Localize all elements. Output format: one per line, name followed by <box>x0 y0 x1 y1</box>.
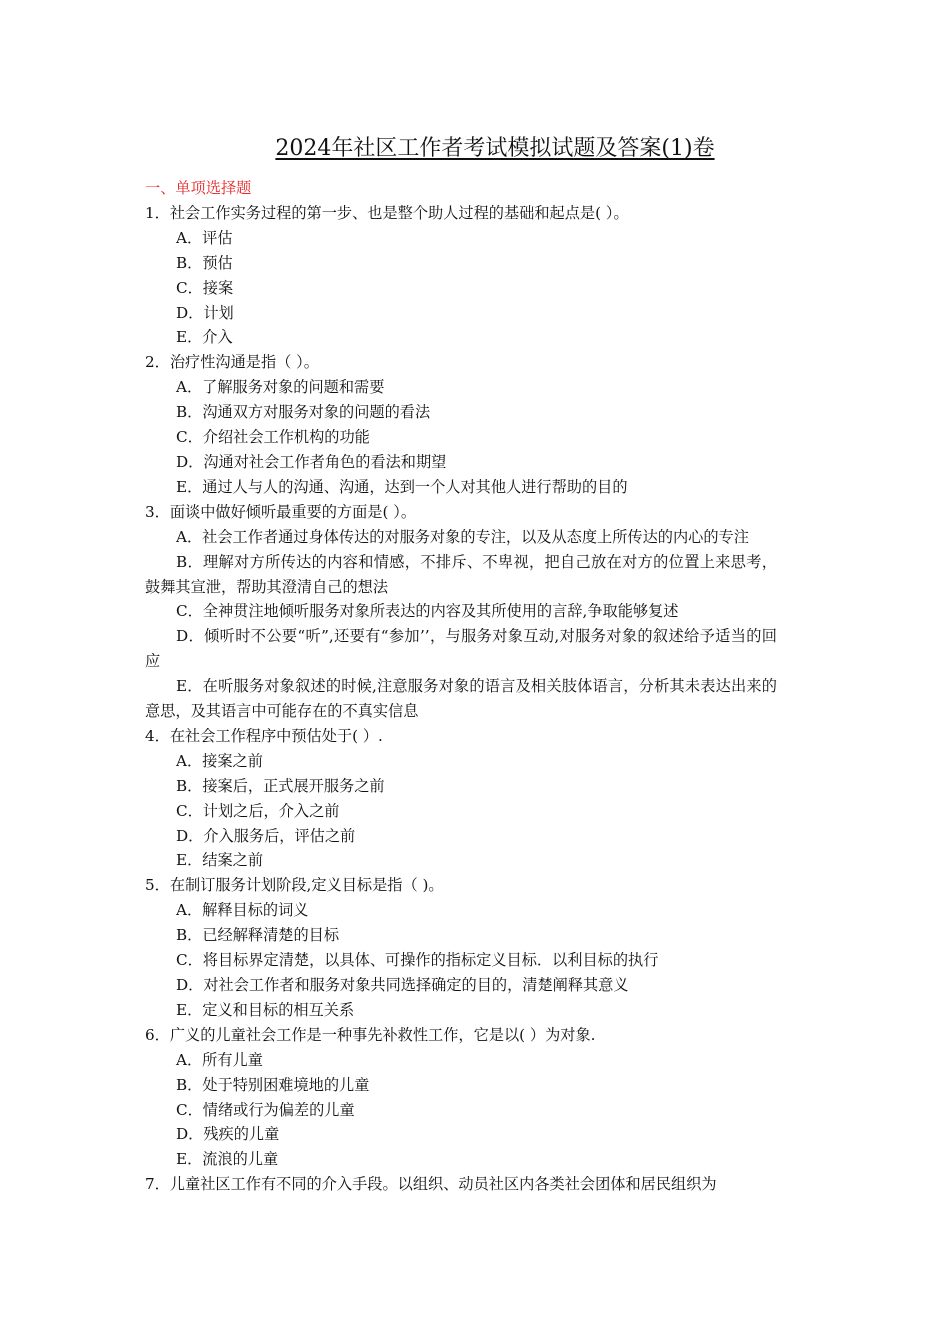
question-3-option-c: C．全神贯注地倾听服务对象所表达的内容及其所使用的言辞,争取能够复述 <box>176 602 679 621</box>
question-5-option-b: B．已经解释清楚的目标 <box>176 926 340 945</box>
question-5-option-a: A．解释目标的词义 <box>176 901 309 920</box>
question-6-option-a: A．所有儿童 <box>176 1050 263 1069</box>
question-1-option-c: C．接案 <box>176 278 234 297</box>
question-5-option-d: D．对社会工作者和服务对象共同选择确定的目的，清楚阐释其意义 <box>176 976 629 994</box>
question-6-option-b: B．处于特别困难境地的儿童 <box>176 1075 370 1094</box>
question-5-stem: 5．在制订服务计划阶段,定义目标是指（ )。 <box>145 876 444 895</box>
question-6-option-c: C．情绪或行为偏差的儿童 <box>176 1100 355 1119</box>
question-2-option-b: B．沟通双方对服务对象的问题的看法 <box>176 403 431 422</box>
question-3-option-e: E．在听服务对象叙述的时候,注意服务对象的语言及相关肢体语言，分析其未表达出来的意思，及其语言中可能存在的不真实信息 <box>145 677 777 721</box>
question-3-option-b: B．理解对方所传达的内容和情感，不排斥、不卑视，把自己放在对方的位置上来思考，鼓舞其宣泄，帮助其澄清自己的想法 <box>145 552 777 596</box>
question-5-option-e: E．定义和目标的相互关系 <box>176 1000 355 1019</box>
question-4-option-e: E．结案之前 <box>176 851 264 870</box>
question-6-option-e: E．流浪的儿童 <box>176 1150 279 1169</box>
question-4-option-d: D．介入服务后，评估之前 <box>176 826 356 845</box>
question-2-option-d: D．沟通对社会工作者角色的看法和期望 <box>176 452 447 471</box>
question-4-option-b: B．接案后，正式展开服务之前 <box>176 776 385 795</box>
question-2-option-a: A．了解服务对象的问题和需要 <box>176 378 385 397</box>
question-2-stem: 2．治疗性沟通是指（ ）。 <box>145 353 319 372</box>
question-1-option-d: D．计划 <box>176 303 234 322</box>
question-4-stem: 4．在社会工作程序中预估处于( ）. <box>145 726 383 745</box>
section-heading: 一、单项选择题 <box>145 179 252 197</box>
question-4-option-c: C．计划之后，介入之前 <box>176 801 340 820</box>
question-6-stem: 6．广义的儿童社会工作是一种事先补救性工作，它是以( ）为对象. <box>145 1025 596 1044</box>
question-1-option-b: B．预估 <box>176 253 233 272</box>
document-title: 2024年社区工作者考试模拟试题及答案(1)卷 <box>275 136 715 161</box>
question-3-stem: 3．面谈中做好倾听最重要的方面是( ）。 <box>145 502 417 521</box>
question-7-stem: 7．儿童社区工作有不同的介入手段。以组织、动员社区内各类社会团体和居民组织为 <box>145 1175 717 1194</box>
question-3-option-a: A．社会工作者通过身体传达的对服务对象的专注，以及从态度上所传达的内心的专注 <box>176 527 749 546</box>
document-body <box>145 176 777 1197</box>
question-6-option-d: D．残疾的儿童 <box>176 1125 280 1144</box>
question-2-option-e: E．通过人与人的沟通、沟通，达到一个人对其他人进行帮助的目的 <box>176 477 628 496</box>
question-4-option-a: A．接案之前 <box>176 751 263 770</box>
question-1-option-e: E．介入 <box>176 328 233 347</box>
question-2-option-c: C．介绍社会工作机构的功能 <box>176 428 370 447</box>
question-1-stem: 1．社会工作实务过程的第一步、也是整个助人过程的基础和起点是( ）。 <box>145 203 629 222</box>
question-5-option-c: C．将目标界定清楚，以具体、可操作的指标定义目标．以利目标的执行 <box>176 951 659 970</box>
question-1-option-a: A．评估 <box>176 228 233 247</box>
question-3-option-d: D．倾听时不公要“听”,还要有“参加’’，与服务对象互动,对服务对象的叙述给予适当的回应 <box>145 627 777 671</box>
